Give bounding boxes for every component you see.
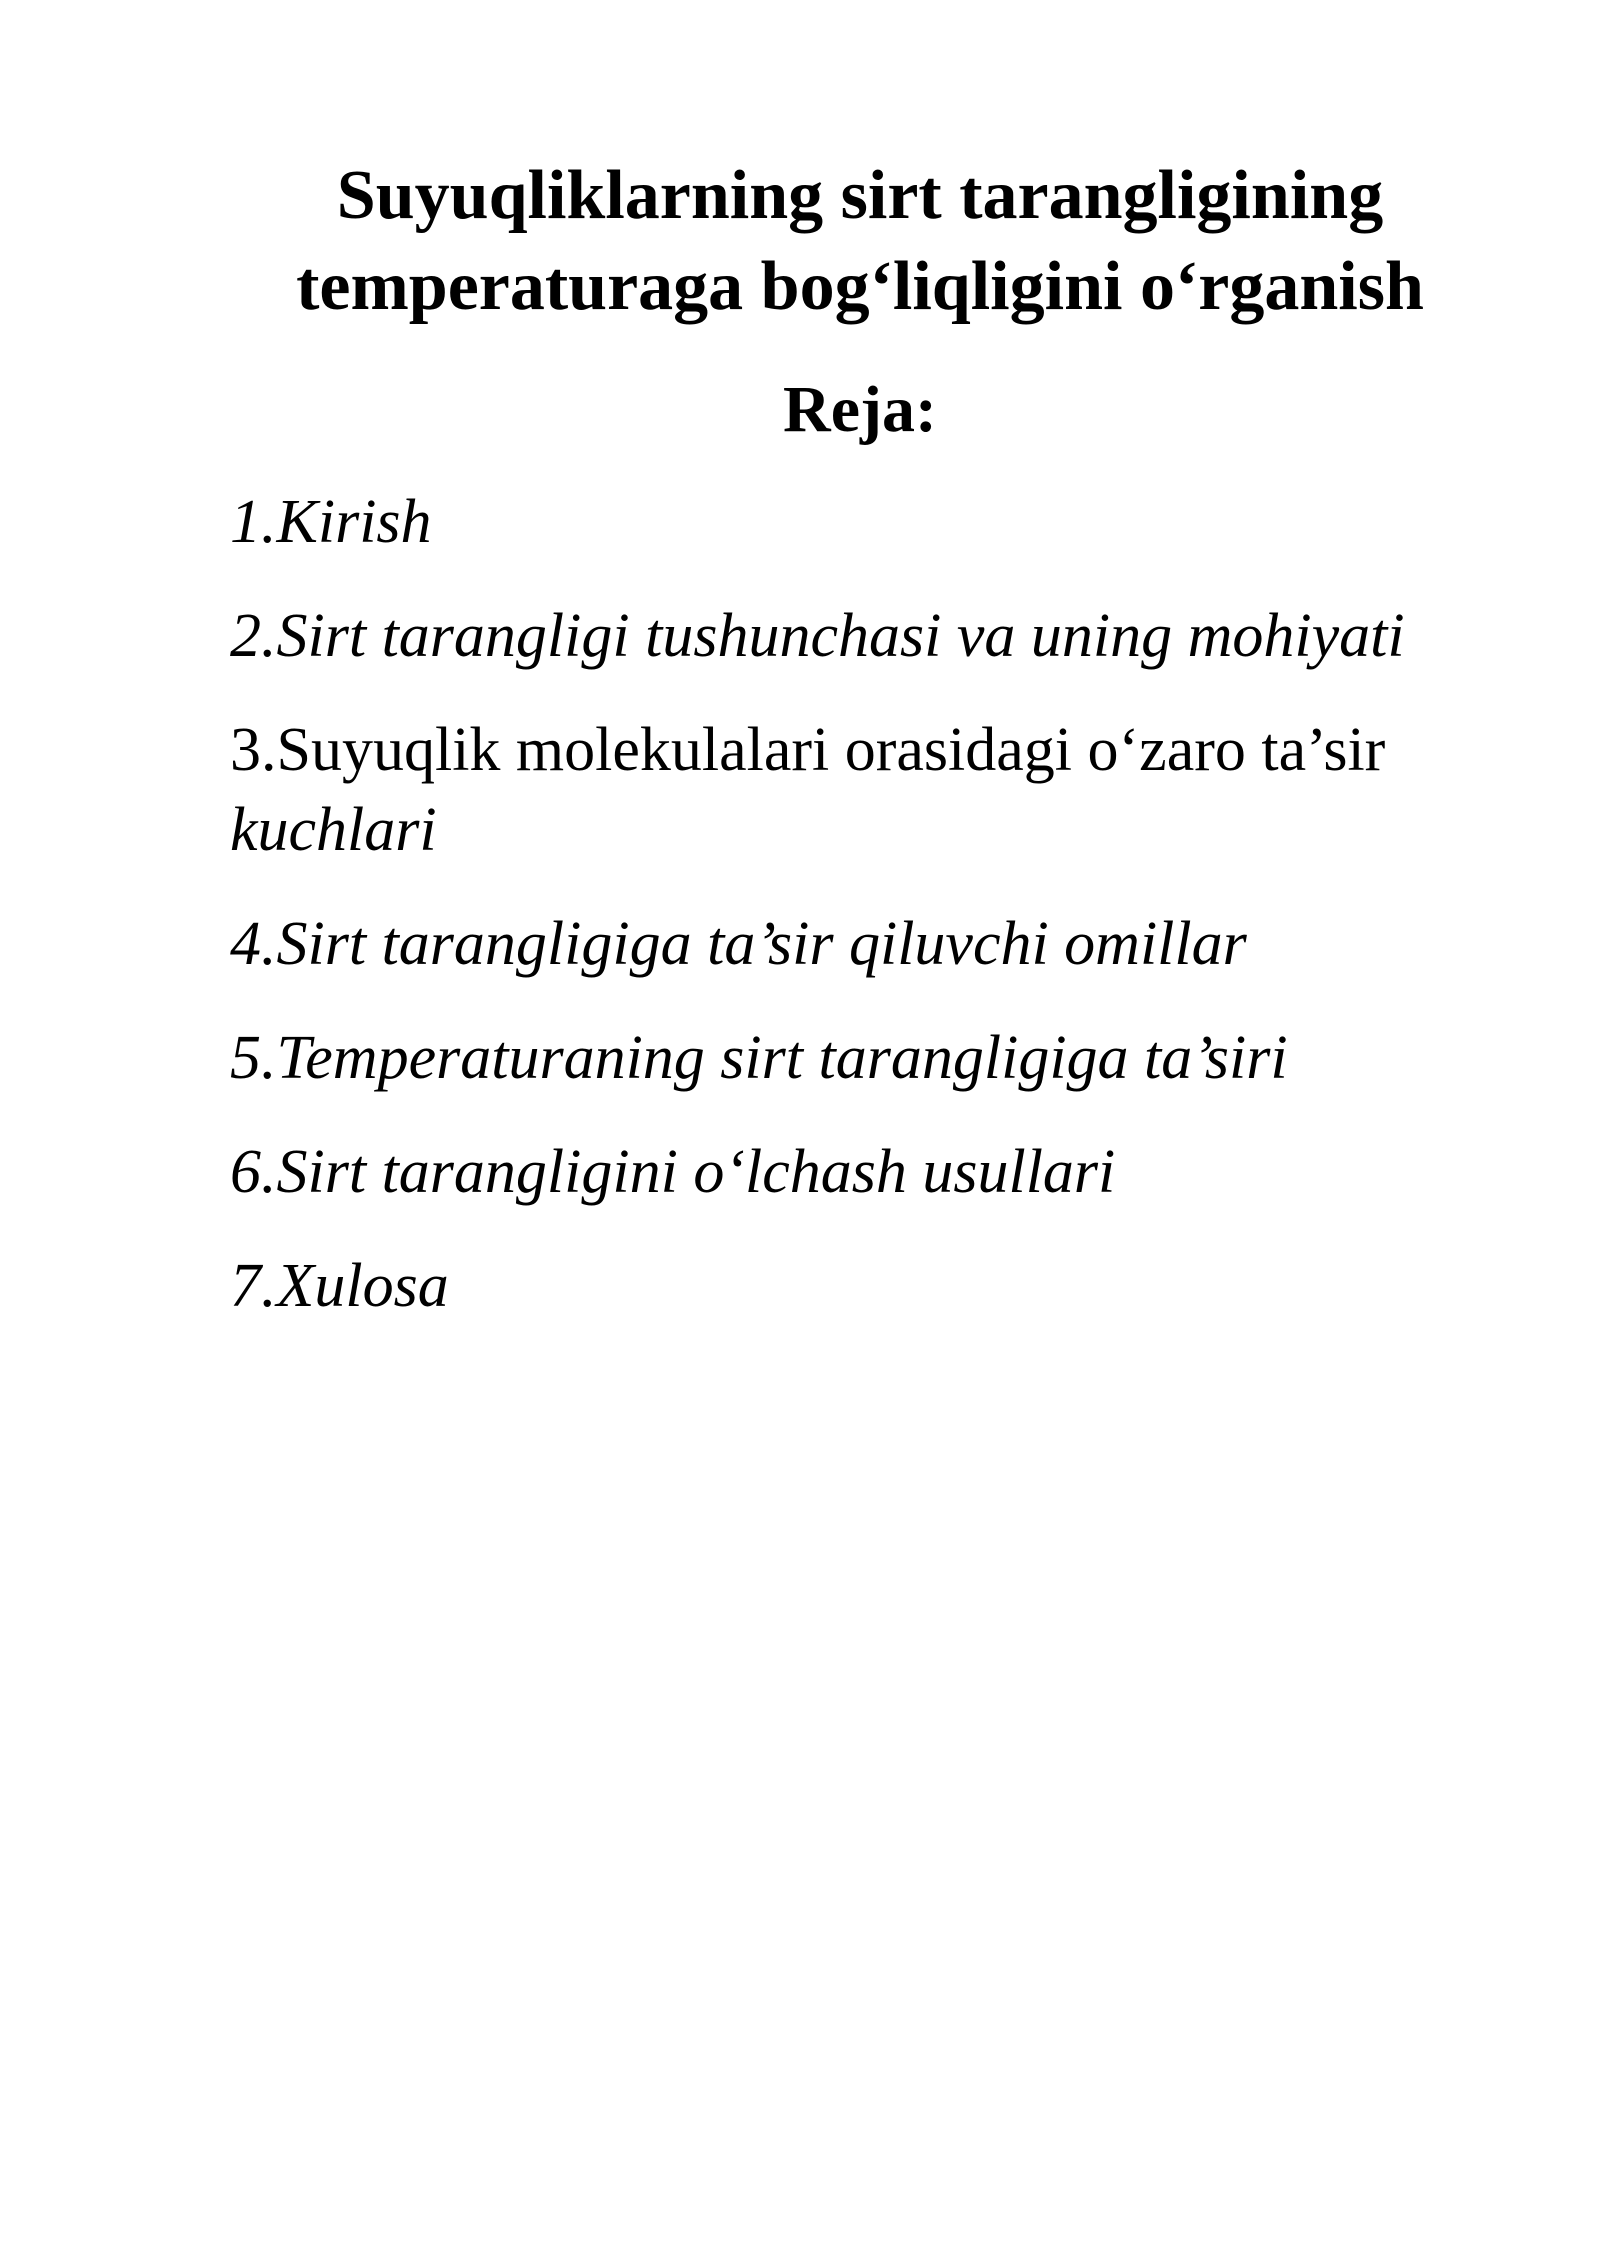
plan-item-3 bbox=[230, 710, 1385, 870]
plan-item-6: 6.Sirt tarangligini o‘lchash usullari bbox=[230, 1138, 1116, 1206]
plan-item-7: 7.Xulosa bbox=[230, 1252, 449, 1320]
plan-item-3-continuation: kuchlari bbox=[230, 796, 437, 864]
plan-item-4: 4.Sirt tarangligiga ta’sir qiluvchi omillar bbox=[230, 910, 1247, 978]
plan-heading: Reja: bbox=[783, 373, 937, 446]
title-line-2: temperaturaga bog‘liqligini o‘rganish bbox=[296, 248, 1424, 325]
document-title bbox=[200, 150, 1520, 332]
title-line-1: Suyuqliklarning sirt tarangligining bbox=[336, 157, 1384, 234]
plan-item-1: 1.Kirish bbox=[230, 488, 432, 556]
plan-item-3-text: 3.Suyuqlik molekulalari orasidagi o‘zaro ta’sir bbox=[230, 716, 1386, 784]
plan-item-2: 2.Sirt tarangligi tushunchasi va uning mohiyati bbox=[230, 602, 1405, 670]
plan-item-5: 5.Temperaturaning sirt tarangligiga ta’siri bbox=[230, 1024, 1288, 1092]
